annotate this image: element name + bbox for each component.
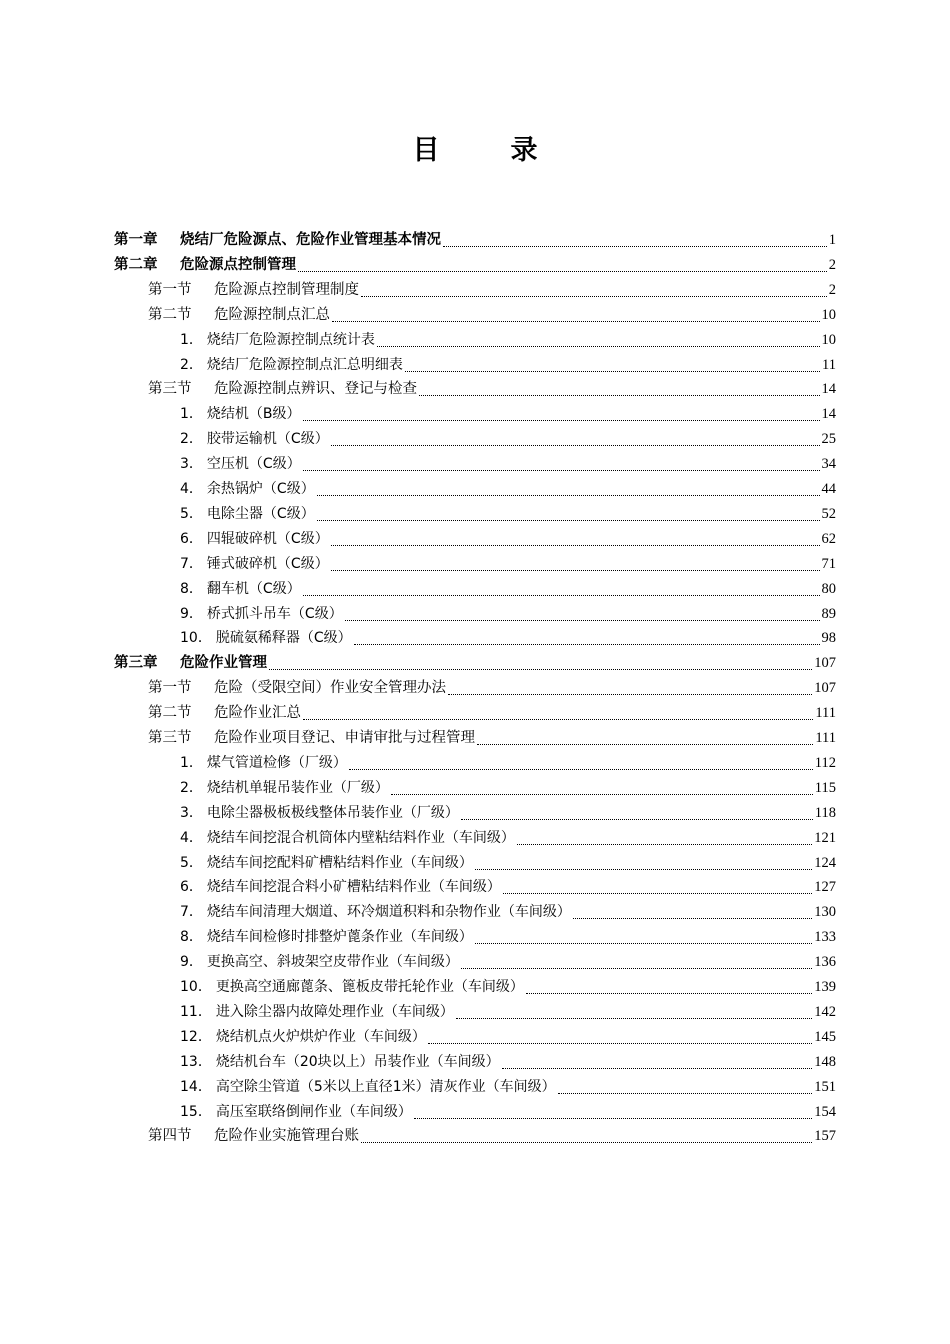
- toc-entry-label: [180, 402, 301, 426]
- toc-entry-page-number: 157: [814, 1128, 836, 1145]
- toc-entry-text: 更换高空通廊蓖条、篦板皮带托轮作业（车间级）: [215, 979, 524, 995]
- toc-entry-chapter[interactable]: [114, 253, 836, 277]
- toc-entry-label: [180, 975, 524, 999]
- toc-entry-text: 烧结机点火炉烘炉作业（车间级）: [215, 1028, 426, 1045]
- toc-entry-item[interactable]: [180, 826, 836, 850]
- toc-entry-label: [180, 851, 473, 875]
- toc-entry-text: 脱硫氨稀释器（C级）: [215, 630, 352, 647]
- toc-entry-text: 烧结车间挖混合机筒体内壁粘结料作业（车间级）: [206, 829, 515, 846]
- toc-entry-section[interactable]: [148, 278, 836, 302]
- toc-entry-text: 进入除尘器内故障处理作业（车间级）: [215, 1003, 454, 1020]
- toc-entry-label: [180, 427, 329, 451]
- toc-entry-page-number: 115: [814, 779, 836, 796]
- toc-entry-text: 危险作业项目登记、申请审批与过程管理: [214, 730, 475, 746]
- toc-entry-section[interactable]: [148, 676, 836, 700]
- dot-leader: [573, 902, 812, 919]
- toc-entry-text: 危险作业管理: [180, 655, 267, 672]
- toc-entry-number: 6．: [180, 879, 203, 896]
- toc-entry-number: 1．: [180, 406, 203, 423]
- toc-entry-page-number: 111: [815, 705, 836, 722]
- dot-leader: [303, 579, 820, 596]
- dot-leader: [303, 454, 820, 471]
- toc-entry-text: 烧结机（B级）: [206, 406, 301, 423]
- toc-entry-label: [180, 527, 329, 551]
- toc-entry-number: 1．: [180, 331, 203, 348]
- toc-entry-number: 4．: [180, 481, 203, 497]
- toc-entry-page-number: 89: [821, 605, 836, 622]
- toc-entry-page-number: 14: [821, 406, 836, 423]
- toc-entry-label: [180, 1100, 412, 1124]
- dot-leader: [503, 877, 812, 894]
- dot-leader: [475, 927, 812, 944]
- toc-entry-number: 3．: [180, 804, 203, 821]
- toc-entry-label: [148, 1124, 359, 1148]
- toc-entry-text: 翻车机（C级）: [206, 580, 301, 597]
- toc-entry-page-number: 148: [814, 1053, 836, 1070]
- toc-entry-text: 烧结机单辊吊装作业（厂级）: [206, 779, 389, 796]
- toc-entry-number: 第四节: [148, 1128, 192, 1145]
- toc-entry-page-number: 139: [814, 979, 836, 995]
- toc-entry-label: [180, 751, 347, 775]
- toc-entry-text: 余热锅炉（C级）: [206, 481, 315, 497]
- toc-entry-page-number: 62: [821, 530, 836, 547]
- dot-leader: [517, 828, 812, 845]
- toc-entry-page-number: 10: [821, 306, 836, 323]
- toc-entry-number: 8．: [180, 929, 203, 946]
- toc-entry-page-number: 11: [822, 356, 836, 373]
- toc-entry-number: 第二节: [148, 705, 192, 722]
- dot-leader: [456, 1002, 812, 1019]
- toc-entry-text: 电除尘器极板极线整体吊装作业（厂级）: [206, 804, 459, 821]
- dot-leader: [391, 778, 813, 795]
- toc-entry-page-number: 44: [821, 481, 836, 497]
- toc-entry-text: 危险作业实施管理台账: [214, 1128, 359, 1145]
- toc-entry-text: 危险源控制点辨识、登记与检查: [214, 381, 417, 398]
- toc-entry-number: 4．: [180, 829, 203, 846]
- toc-entry-page-number: 124: [814, 854, 836, 871]
- toc-entry-chapter[interactable]: [114, 651, 836, 675]
- dot-leader: [331, 529, 820, 546]
- toc-entry-item[interactable]: [180, 527, 836, 551]
- toc-entry-page-number: 71: [821, 555, 836, 572]
- toc-entry-text: 锤式破碎机（C级）: [206, 555, 329, 572]
- dot-leader: [317, 479, 820, 496]
- toc-entry-item[interactable]: [180, 502, 836, 526]
- toc-entry-number: 13．: [180, 1053, 212, 1070]
- toc-entry-text: 电除尘器（C级）: [206, 505, 315, 522]
- toc-entry-page-number: 145: [814, 1028, 836, 1045]
- dot-leader: [419, 379, 820, 396]
- toc-entry-number: 第一章: [114, 232, 158, 248]
- toc-entry-label: [180, 801, 459, 825]
- toc-entry-page-number: 133: [814, 929, 836, 946]
- toc-entry-number: 第二节: [148, 306, 192, 323]
- toc-entry-text: 高压室联络倒闸作业（车间级）: [215, 1103, 412, 1120]
- toc-entry-section[interactable]: [148, 377, 836, 401]
- toc-entry-text: 烧结机台车（20块以上）吊装作业（车间级）: [215, 1053, 500, 1070]
- toc-entry-page-number: 2: [828, 281, 836, 298]
- toc-entry-text: 危险源点控制管理: [180, 256, 296, 273]
- dot-leader: [558, 1077, 813, 1094]
- toc-entry-number: 9．: [180, 605, 203, 622]
- toc-entry-page-number: 107: [814, 680, 836, 697]
- dot-leader: [377, 330, 820, 347]
- dot-leader: [303, 404, 820, 421]
- toc-entry-label: [180, 900, 571, 924]
- toc-entry-label: [180, 626, 352, 650]
- toc-entry-item[interactable]: [180, 875, 836, 899]
- dot-leader: [332, 305, 820, 322]
- toc-entry-number: 2．: [180, 779, 203, 796]
- toc-entry-label: [180, 925, 473, 949]
- dot-leader: [331, 554, 820, 571]
- toc-entry-number: 12．: [180, 1028, 212, 1045]
- dot-leader: [349, 753, 813, 770]
- dot-leader: [331, 429, 820, 446]
- dot-leader: [354, 628, 820, 645]
- toc-entry-item[interactable]: [180, 626, 836, 650]
- toc-entry-page-number: 2: [828, 256, 836, 273]
- dot-leader: [443, 230, 827, 247]
- toc-entry-number: 7．: [180, 904, 203, 921]
- toc-entry-text: 高空除尘管道（5米以上直径1米）清灰作业（车间级）: [215, 1078, 556, 1095]
- toc-entry-item[interactable]: [180, 1050, 836, 1074]
- toc-entry-text: 危险作业汇总: [214, 705, 301, 722]
- toc-entry-item[interactable]: [180, 328, 836, 352]
- toc-entry-page-number: 112: [814, 754, 836, 771]
- dot-leader: [303, 703, 813, 720]
- toc-entry-item[interactable]: [180, 776, 836, 800]
- toc-title: 目 录: [412, 135, 560, 166]
- dot-leader: [345, 604, 820, 621]
- toc-entry-page-number: 118: [814, 804, 836, 821]
- toc-entry-item[interactable]: [180, 577, 836, 601]
- dot-leader: [361, 1126, 812, 1143]
- toc-entry-item[interactable]: [180, 1100, 836, 1124]
- toc-entry-text: 桥式抓斗吊车（C级）: [206, 605, 343, 622]
- toc-entry-item[interactable]: [180, 950, 836, 974]
- toc-entry-text: 危险源控制点汇总: [214, 306, 330, 323]
- toc-entry-page-number: 25: [821, 431, 836, 448]
- toc-entry-label: [114, 253, 296, 277]
- toc-entry-page-number: 34: [821, 456, 836, 473]
- dot-leader: [414, 1102, 812, 1119]
- toc-entry-page-number: 136: [814, 954, 836, 971]
- toc-entry-item[interactable]: [180, 1025, 836, 1049]
- toc-entry-item[interactable]: [180, 900, 836, 924]
- toc-entry-item[interactable]: [180, 602, 836, 626]
- toc-entry-text: 更换高空、斜坡架空皮带作业（车间级）: [206, 954, 459, 971]
- toc-entry-section[interactable]: [148, 726, 836, 750]
- toc-entry-number: 第三章: [114, 655, 158, 672]
- toc-entry-item[interactable]: [180, 751, 836, 775]
- toc-entry-item[interactable]: [180, 1000, 836, 1024]
- toc-entry-item[interactable]: [180, 402, 836, 426]
- toc-entry-label: [180, 826, 515, 850]
- toc-entry-text: 空压机（C级）: [206, 456, 301, 473]
- toc-entry-number: 14．: [180, 1078, 212, 1095]
- toc-entry-page-number: 121: [814, 829, 836, 846]
- toc-entry-label: [180, 328, 375, 352]
- toc-entry-number: 9．: [180, 954, 203, 971]
- toc-entry-number: 第一节: [148, 281, 192, 298]
- toc-entry-number: 5．: [180, 854, 203, 871]
- toc-entry-text: 危险（受限空间）作业安全管理办法: [214, 680, 446, 697]
- toc-entry-label: [180, 552, 329, 576]
- dot-leader: [269, 653, 812, 670]
- toc-entry-text: 烧结车间挖混合料小矿槽粘结料作业（车间级）: [206, 879, 501, 896]
- toc-entry-item[interactable]: [180, 975, 836, 999]
- toc-entry-number: 10．: [180, 630, 212, 647]
- toc-entry-item[interactable]: [180, 801, 836, 825]
- toc-entry-number: 第一节: [148, 680, 192, 697]
- toc-entry-page-number: 154: [814, 1103, 836, 1120]
- toc-entry-text: 煤气管道检修（厂级）: [206, 754, 347, 771]
- toc-entry-label: [180, 452, 301, 476]
- dot-leader: [361, 280, 827, 297]
- toc-entry-number: 11．: [180, 1003, 212, 1020]
- dot-leader: [448, 678, 812, 695]
- toc-entry-number: 6．: [180, 530, 203, 547]
- toc-entry-label: [148, 701, 301, 725]
- toc-entry-item[interactable]: [180, 452, 836, 476]
- toc-entry-label: [180, 1075, 556, 1099]
- dot-leader: [461, 952, 812, 969]
- toc-entry-chapter[interactable]: [114, 228, 836, 252]
- toc-entry-text: 烧结车间检修时排整炉蓖条作业（车间级）: [206, 929, 473, 946]
- toc-entry-number: 第三节: [148, 730, 192, 746]
- dot-leader: [405, 355, 820, 372]
- toc-entry-label: [180, 776, 389, 800]
- toc-entry-item[interactable]: [180, 427, 836, 451]
- toc-entry-text: 烧结厂危险源点、危险作业管理基本情况: [180, 232, 441, 248]
- toc-entry-page-number: 111: [815, 730, 836, 746]
- toc-entry-label: [180, 1025, 426, 1049]
- toc-entry-text: 胶带运输机（C级）: [206, 431, 329, 448]
- toc-entry-label: [148, 676, 446, 700]
- toc-entry-number: 第三节: [148, 381, 192, 398]
- dot-leader: [461, 803, 813, 820]
- toc-entry-section[interactable]: [148, 1124, 836, 1148]
- toc-entry-page-number: 10: [821, 331, 836, 348]
- toc-entry-number: 5．: [180, 505, 203, 522]
- toc-entry-label: [148, 303, 330, 327]
- toc-entry-label: [114, 651, 267, 675]
- dot-leader: [298, 255, 827, 272]
- toc-entry-label: [180, 477, 315, 501]
- toc-entry-label: [180, 1000, 454, 1024]
- toc-entry-page-number: 107: [814, 655, 836, 672]
- toc-entry-page-number: 142: [814, 1003, 836, 1020]
- toc-entry-label: [180, 950, 459, 974]
- toc-entry-page-number: 98: [821, 630, 836, 647]
- dot-leader: [526, 977, 812, 994]
- toc-entry-label: [148, 377, 417, 401]
- toc-entry-number: 2．: [180, 431, 203, 448]
- toc-entry-page-number: 130: [814, 904, 836, 921]
- toc-entry-page-number: 127: [814, 879, 836, 896]
- toc-entry-text: 烧结车间清理大烟道、环冷烟道积料和杂物作业（车间级）: [206, 904, 571, 921]
- toc-entry-label: [180, 502, 315, 526]
- toc-entry-text: 烧结厂危险源控制点汇总明细表: [206, 356, 403, 373]
- dot-leader: [477, 728, 813, 745]
- toc-entry-section[interactable]: [148, 303, 836, 327]
- toc-entry-text: 烧结车间挖配料矿槽粘结料作业（车间级）: [206, 854, 473, 871]
- toc-entry-label: [180, 875, 501, 899]
- toc-entry-page-number: 1: [828, 232, 836, 248]
- toc-entry-number: 15．: [180, 1103, 212, 1120]
- toc-entry-text: 四辊破碎机（C级）: [206, 530, 329, 547]
- toc-entry-number: 1．: [180, 754, 203, 771]
- toc-entry-number: 10．: [180, 979, 212, 995]
- toc-entry-item[interactable]: [180, 552, 836, 576]
- toc-entry-label: [148, 726, 475, 750]
- toc-entry-label: [180, 577, 301, 601]
- dot-leader: [502, 1052, 813, 1069]
- toc-entry-page-number: 151: [814, 1078, 836, 1095]
- toc-entry-label: [180, 602, 343, 626]
- toc-entry-section[interactable]: [148, 701, 836, 725]
- toc-entry-number: 7．: [180, 555, 203, 572]
- dot-leader: [475, 853, 812, 870]
- toc-entry-number: 2．: [180, 356, 203, 373]
- toc-entry-item[interactable]: [180, 353, 836, 377]
- dot-leader: [317, 504, 820, 521]
- toc-entry-item[interactable]: [180, 851, 836, 875]
- toc-entry-text: 危险源点控制管理制度: [214, 281, 359, 298]
- toc-entry-label: [180, 1050, 500, 1074]
- toc-entry-item[interactable]: [180, 477, 836, 501]
- toc-entry-label: [148, 278, 359, 302]
- toc-entry-page-number: 80: [821, 580, 836, 597]
- toc-entry-number: 第二章: [114, 256, 158, 273]
- toc-entry-page-number: 14: [821, 381, 836, 398]
- toc-entry-number: 8．: [180, 580, 203, 597]
- toc-entry-label: [180, 353, 403, 377]
- toc-entry-number: 3．: [180, 456, 203, 473]
- toc-entry-page-number: 52: [821, 505, 836, 522]
- toc-entry-label: [114, 228, 441, 252]
- toc-entry-item[interactable]: [180, 1075, 836, 1099]
- dot-leader: [428, 1027, 812, 1044]
- toc-entry-text: 烧结厂危险源控制点统计表: [206, 331, 375, 348]
- toc-entry-item[interactable]: [180, 925, 836, 949]
